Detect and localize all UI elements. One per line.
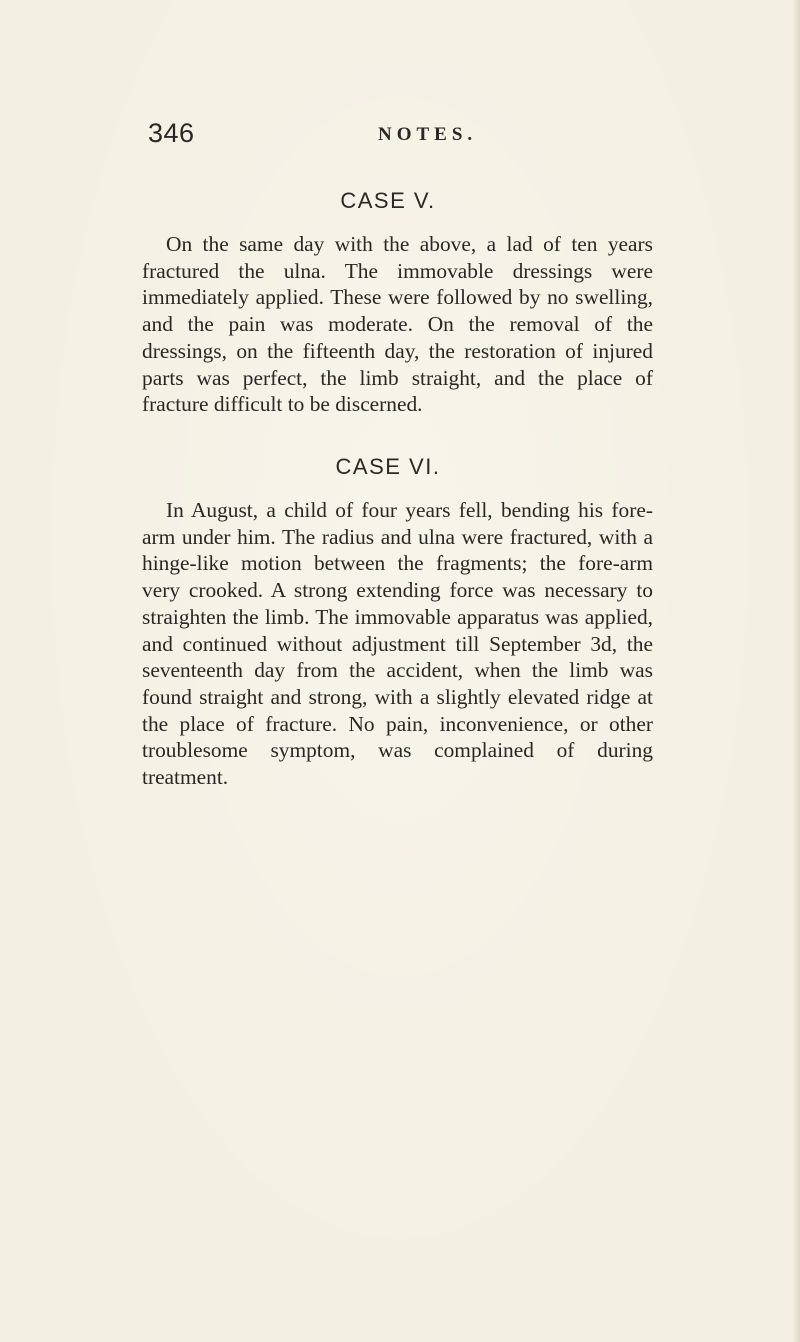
case-heading: CASE VI.: [335, 454, 441, 479]
page-edge-shadow: [792, 0, 800, 1342]
case-heading: CASE V.: [340, 188, 436, 213]
running-head: NOTES.: [378, 124, 478, 145]
page-number: 346: [148, 118, 195, 148]
case-paragraph: In August, a child of four years fell, bending his fore-arm under him. The radius and ulna were fractured, with a hinge-like motion between the fragments; the fore-arm very crooked. A strong extending force was necessary to straighten the limb. The immovable apparatus was applied, and continued without adjustment till September 3d, the seventeenth day from the accident, when the limb was found straight and strong, with a slightly elevated ridge at the place of fracture. No pain, inconvenience, or other troublesome symptom, was complained of during treatment.: [142, 498, 653, 790]
case-paragraph: On the same day with the above, a lad of ten years fractured the ulna. The immovable dressings were immediately applied. These were followed by no swelling, and the pain was moderate. On the removal of the dressings, on the fifteenth day, the restoration of injured parts was perfect, the limb straight, and the place of fracture difficult to be discerned.: [142, 232, 653, 417]
